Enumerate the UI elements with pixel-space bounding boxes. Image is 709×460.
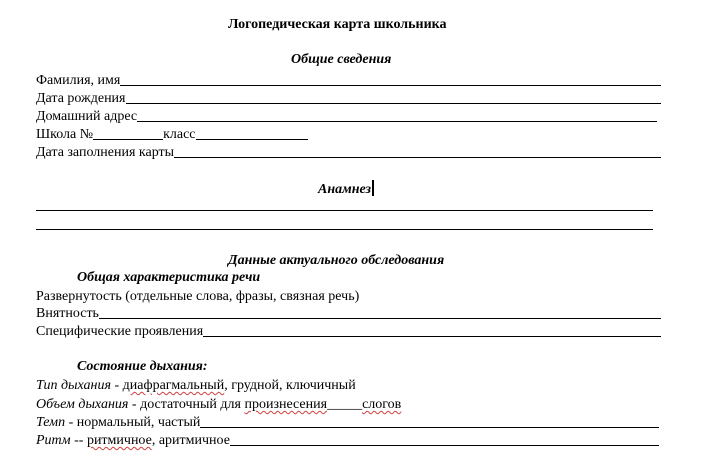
breath-type-opt1: диафрагмальный (122, 378, 225, 393)
tempo-field[interactable] (36, 414, 659, 431)
surname-field[interactable] (36, 72, 661, 89)
anamnesis-heading (318, 180, 374, 198)
rhythm-rest: , аритмичное (151, 433, 230, 448)
anamnesis-line-1[interactable] (36, 210, 653, 211)
breath-volume-word: произнесения (244, 397, 328, 412)
anamnesis-heading-text: Анамнез (318, 182, 371, 197)
detail-text: Развернутость (отдельные слова, фразы, связная речь) (36, 289, 360, 304)
class-label: класс (163, 127, 196, 142)
specific-label: Специфические проявления (36, 324, 204, 339)
breath-volume-label: Объем дыхания (36, 397, 129, 412)
filldate-label: Дата заполнения карты (36, 145, 175, 160)
rhythm-field[interactable] (36, 432, 659, 449)
tempo-text: - нормальный, частый (65, 415, 201, 430)
breath-type-dash: - (111, 378, 123, 393)
clarity-field[interactable] (36, 305, 661, 322)
specific-field[interactable] (36, 323, 661, 340)
breath-volume-gap[interactable]: _____ (327, 397, 363, 412)
rhythm-label: Ритм (36, 433, 71, 448)
breath-type-rest: , грудной, ключичный (224, 378, 356, 393)
anamnesis-line-2[interactable] (36, 229, 653, 230)
breath-type-label: Тип дыхания (36, 378, 111, 393)
school-label: Школа № (36, 127, 94, 142)
class-blank[interactable] (196, 139, 308, 140)
breath-volume-end: слогов (362, 397, 402, 412)
breath-heading: Состояние дыхания: (77, 359, 208, 374)
general-heading: Общие сведения (291, 52, 392, 67)
school-field[interactable] (36, 126, 308, 143)
page-title: Логопедическая карта школьника (228, 17, 447, 32)
address-field[interactable] (36, 108, 657, 125)
rhythm-dash: -- (70, 433, 87, 448)
rhythm-opt1: ритмичное (86, 433, 152, 448)
breath-volume-dash: - достаточный для (128, 397, 245, 412)
speech-heading: Общая характеристика речи (77, 270, 261, 285)
school-number-blank[interactable] (93, 139, 163, 140)
text-cursor (372, 180, 374, 196)
filldate-field[interactable] (36, 144, 661, 161)
address-label: Домашний адрес (36, 109, 138, 124)
breath-type-line (36, 377, 356, 394)
breath-volume-line (36, 396, 401, 413)
tempo-label: Темп (36, 415, 66, 430)
exam-heading: Данные актуального обследования (228, 253, 445, 268)
tempo-line (36, 414, 200, 431)
surname-label: Фамилия, имя (36, 73, 121, 88)
birthdate-label: Дата рождения (36, 91, 126, 106)
birthdate-field[interactable] (36, 90, 661, 107)
rhythm-line (36, 432, 230, 449)
clarity-label: Внятность (36, 306, 99, 321)
